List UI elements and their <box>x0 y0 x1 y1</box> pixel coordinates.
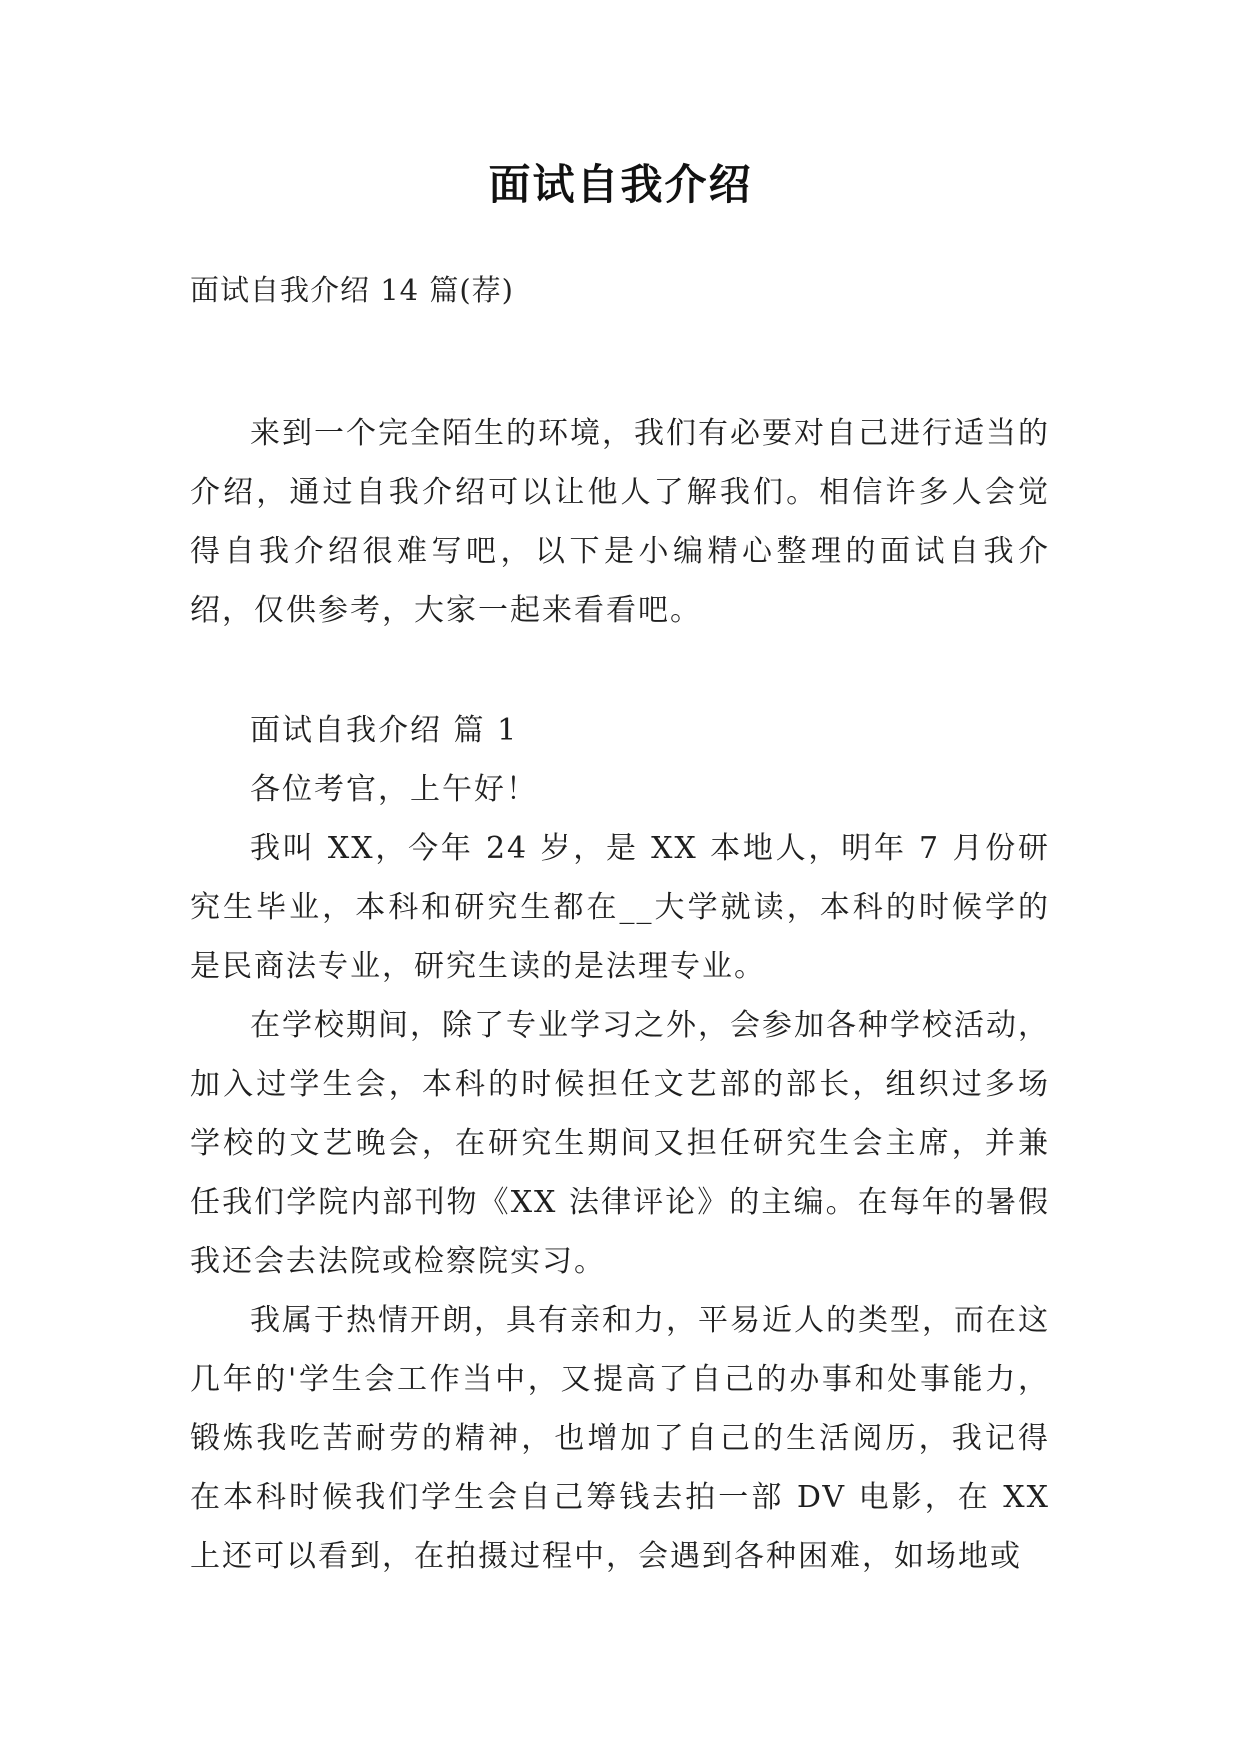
document-subtitle: 面试自我介绍 14 篇(荐) <box>190 273 514 307</box>
section-1 <box>190 701 1050 1586</box>
document-title: 面试自我介绍 <box>488 160 753 209</box>
section-greeting: 各位考官，上午好！ <box>250 772 538 807</box>
body-paragraph: 我叫 XX，今年 24 岁，是 XX 本地人，明年 7 月份研究生毕业，本科和研究生都在__大学就读，本科的时候学的是民商法专业，研究生读的是法理专业。 <box>190 831 1050 984</box>
section-heading: 面试自我介绍 篇 1 <box>250 713 519 748</box>
intro-block <box>190 404 1050 640</box>
intro-paragraph: 来到一个完全陌生的环境，我们有必要对自己进行适当的介绍，通过自我介绍可以让他人了解我们。相信许多人会觉得自我介绍很难写吧，以下是小编精心整理的面试自我介绍，仅供参考，大家一起来看看吧。 <box>190 416 1050 628</box>
body-paragraph: 我属于热情开朗，具有亲和力，平易近人的类型，而在这几年的'学生会工作当中，又提高了自己的办事和处事能力，锻炼我吃苦耐劳的精神，也增加了自己的生活阅历，我记得在本科时候我们学生会自己筹钱去拍一部 DV 电影，在 XX 上还可以看到，在拍摄过程中，会遇到各种困难，如场地或 <box>190 1303 1050 1574</box>
body-paragraph: 在学校期间，除了专业学习之外，会参加各种学校活动，加入过学生会，本科的时候担任文艺部的部长，组织过多场学校的文艺晚会，在研究生期间又担任研究生会主席，并兼任我们学院内部刊物《XX 法律评论》的主编。在每年的暑假我还会去法院或检察院实习。 <box>190 1008 1050 1279</box>
